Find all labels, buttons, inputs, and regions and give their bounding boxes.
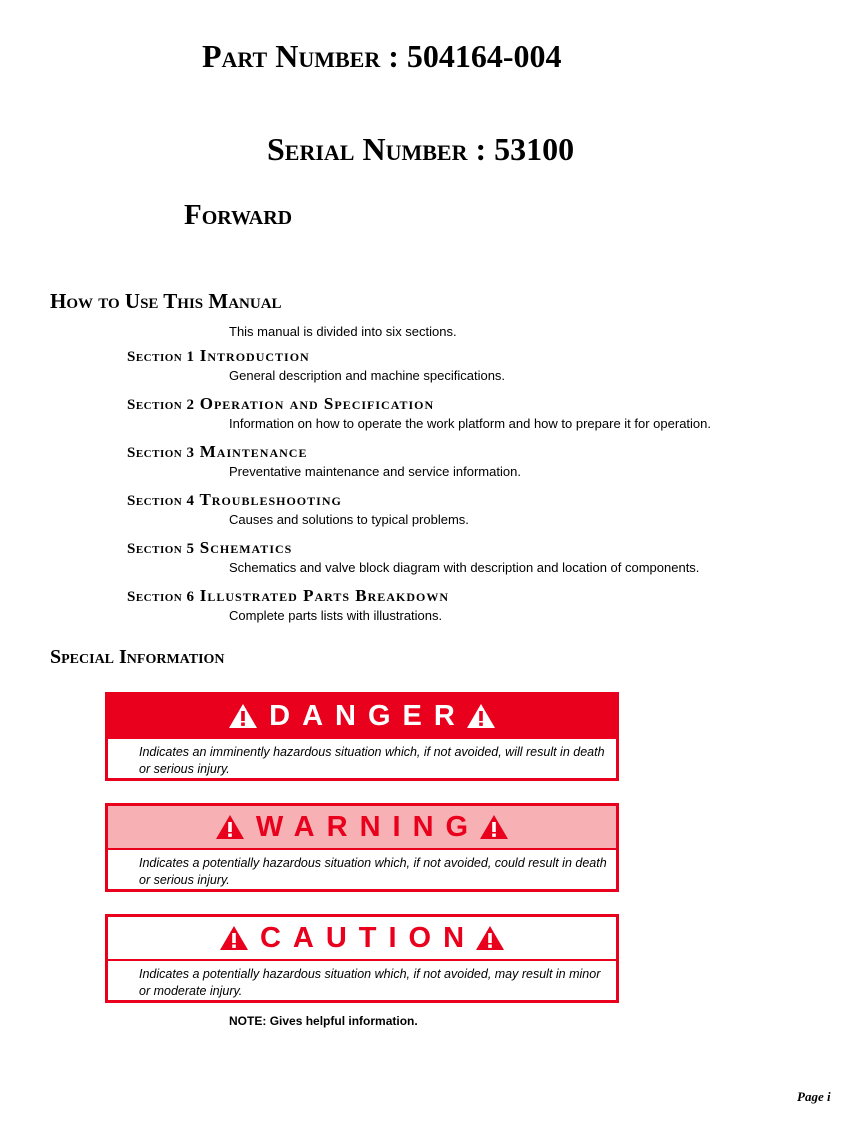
danger-header (108, 695, 616, 739)
list-item (127, 586, 827, 634)
section-description: Preventative maintenance and service information. (229, 464, 521, 479)
section-description: Causes and solutions to typical problems. (229, 512, 469, 527)
section-title (127, 490, 827, 510)
warning-label: WARNING (255, 810, 481, 843)
list-item (127, 346, 827, 394)
danger-label: DANGER (269, 699, 467, 732)
section-name: Maintenance (199, 442, 308, 461)
warning-header (108, 806, 616, 850)
section-label: Section 6 (127, 589, 195, 605)
note-text: Gives helpful information. (269, 1014, 418, 1028)
list-item (127, 490, 827, 538)
page-title: Forward (184, 199, 293, 231)
section-label: Section 1 (127, 349, 195, 365)
section-title (127, 586, 827, 606)
section-label: Section 2 (127, 397, 195, 413)
danger-text: Indicates an imminently hazardous situation which, if not avoided, will result in death or serious injury. (139, 745, 605, 776)
section-description: Complete parts lists with illustrations. (229, 608, 443, 623)
caution-text: Indicates a potentially hazardous situation which, if not avoided, may result in minor or moderate injury. (139, 967, 601, 998)
danger-box (105, 692, 619, 781)
section-list (127, 346, 827, 634)
section-name: Introduction (199, 346, 310, 365)
list-item (127, 442, 827, 490)
section-title (127, 346, 827, 366)
section-name: Schematics (199, 538, 293, 557)
warning-triangle-icon (474, 924, 506, 952)
warning-triangle-icon (218, 924, 250, 952)
section-label: Section 3 (127, 445, 195, 461)
warning-box (105, 803, 619, 892)
section-title (127, 394, 827, 414)
special-information-heading: Special Information (50, 646, 225, 668)
section-title (127, 442, 827, 462)
section-name: Illustrated Parts Breakdown (199, 586, 449, 605)
list-item (127, 538, 827, 586)
caution-header (108, 917, 616, 961)
section-label: Section 4 (127, 493, 195, 509)
warning-triangle-icon (214, 813, 246, 841)
part-number: Part Number : 504164-004 (202, 38, 562, 74)
note (229, 1014, 418, 1028)
section-title (127, 538, 827, 558)
section-name: Troubleshooting (199, 490, 342, 509)
warning-triangle-icon (478, 813, 510, 841)
list-item (127, 394, 827, 442)
warning-triangle-icon (465, 702, 497, 730)
section-name: Operation and Specification (199, 394, 435, 413)
section-description: Information on how to operate the work platform and how to prepare it for operation. (229, 416, 711, 431)
section-label: Section 5 (127, 541, 195, 557)
section-description: General description and machine specifications. (229, 368, 506, 383)
note-label: NOTE: (229, 1014, 267, 1028)
warning-triangle-icon (227, 702, 259, 730)
page-number: Page i (797, 1089, 831, 1104)
warning-text: Indicates a potentially hazardous situation which, if not avoided, could result in death or serious injury. (139, 856, 607, 887)
section-description: Schematics and valve block diagram with description and location of components. (229, 560, 700, 575)
how-to-use-heading: How to Use This Manual (50, 289, 282, 313)
serial-number: Serial Number : 53100 (267, 131, 575, 167)
how-to-use-intro: This manual is divided into six sections. (229, 324, 457, 339)
caution-box (105, 914, 619, 1003)
caution-label: CAUTION (259, 921, 477, 954)
